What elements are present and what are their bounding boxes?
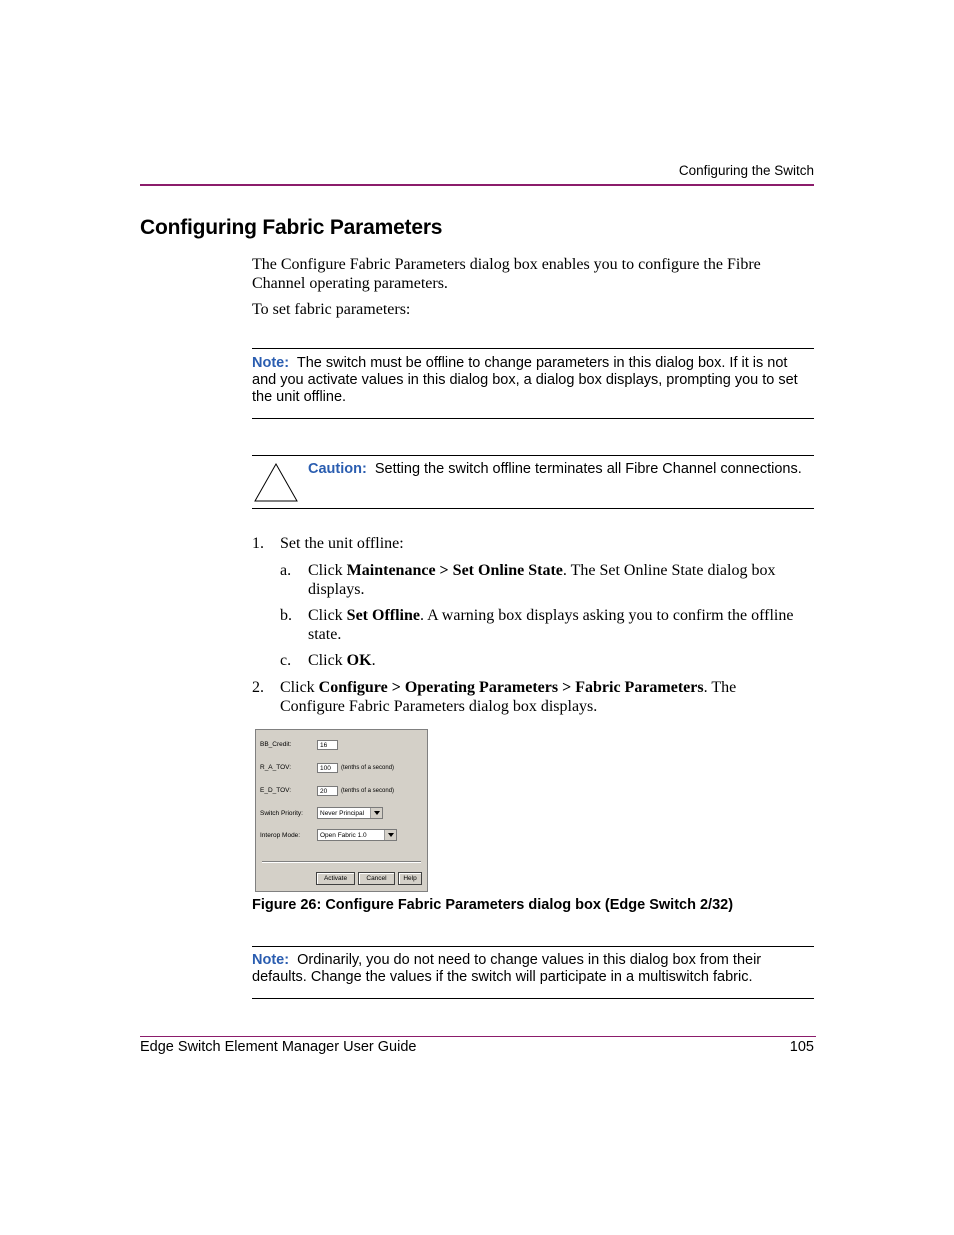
step-1b-text: Click Set Offline. A warning box displays asking you to confirm the offline state. [308, 607, 794, 643]
cancel-button[interactable]: Cancel [358, 872, 395, 885]
footer-rule [140, 1036, 816, 1037]
activate-button[interactable]: Activate [316, 872, 355, 885]
switch-priority-value: Never Principal [320, 810, 365, 817]
caution-label: Caution: [308, 461, 367, 477]
caution-top-rule [252, 455, 814, 456]
note-text: Ordinarily, you do not need to change values in this dialog box from their defaults. Change the values if the switch will participate in a multiswitch fabric. [252, 952, 762, 985]
note-top-rule [252, 348, 814, 349]
footer-guide-title: Edge Switch Element Manager User Guide [140, 1039, 417, 1055]
menu-path: Maintenance > Set Online State [346, 562, 563, 579]
figure-caption: Figure 26: Configure Fabric Parameters dialog box (Edge Switch 2/32) [252, 897, 734, 913]
step-2-text: Click Configure > Operating Parameters > Fabric Parameters. The Configure Fabric Parameters dialog box displays. [280, 679, 737, 715]
caution-triangle-icon [253, 462, 299, 504]
note-text: The switch must be offline to change parameters in this dialog box. If it is not and you activate values in this dialog box, a dialog box displays, prompting you to set the unit offline. [252, 355, 798, 405]
ed-tov-input[interactable]: 20 [317, 786, 338, 796]
step-1a-text: Click Maintenance > Set Online State. The Set Online State dialog box displays. [308, 562, 776, 598]
note2-top-rule [252, 946, 814, 947]
note-offline [252, 355, 814, 406]
header-rule [140, 184, 814, 186]
caution-text: Setting the switch offline terminates all Fibre Channel connections. [374, 461, 802, 477]
fabric-parameters-dialog [255, 729, 428, 892]
note-bottom-rule [252, 418, 814, 419]
interop-mode-value: Open Fabric 1.0 [320, 832, 367, 839]
section-title: Configuring Fabric Parameters [140, 216, 443, 239]
running-header: Configuring the Switch [678, 163, 814, 178]
step-1c-letter: c. [280, 652, 292, 669]
page-number: 105 [789, 1039, 814, 1055]
switch-priority-select[interactable] [317, 807, 383, 819]
dialog-separator [262, 861, 421, 863]
step-1c-text: Click OK. [308, 652, 376, 669]
menu-path: Configure > Operating Parameters > Fabric Parameters [318, 679, 704, 696]
ed-tov-hint: (tenths of a second) [341, 788, 395, 794]
button-name: Set Offline [346, 607, 420, 624]
step-1-number: 1. [252, 535, 264, 552]
interop-mode-select[interactable] [317, 829, 397, 841]
button-name: OK [346, 652, 372, 669]
chevron-down-icon[interactable] [384, 830, 396, 840]
note-defaults [252, 952, 814, 986]
chevron-down-icon[interactable] [370, 808, 382, 818]
caution-block [308, 461, 814, 478]
ra-tov-hint: (tenths of a second) [341, 765, 395, 771]
note2-bottom-rule [252, 998, 814, 999]
bb-credit-input[interactable]: 16 [317, 740, 338, 750]
step-1a-letter: a. [280, 562, 292, 579]
switch-priority-label: Switch Priority: [260, 810, 303, 817]
ra-tov-input[interactable]: 100 [317, 763, 338, 773]
note-label: Note: [252, 355, 290, 371]
ra-tov-label: R_A_TOV: [260, 764, 292, 771]
interop-mode-label: Interop Mode: [260, 832, 301, 839]
bb-credit-label: BB_Credit: [260, 741, 292, 748]
intro-paragraph: The Configure Fabric Parameters dialog box enables you to configure the Fibre Channel operating parameters. [252, 256, 761, 292]
caution-bottom-rule [252, 508, 814, 509]
step-2-number: 2. [252, 679, 264, 696]
step-1-text: Set the unit offline: [280, 535, 404, 552]
ed-tov-label: E_D_TOV: [260, 787, 292, 794]
step-1b-letter: b. [280, 607, 292, 624]
help-button[interactable]: Help [398, 872, 422, 885]
intro-lead: To set fabric parameters: [252, 301, 411, 318]
note-label: Note: [252, 952, 290, 968]
